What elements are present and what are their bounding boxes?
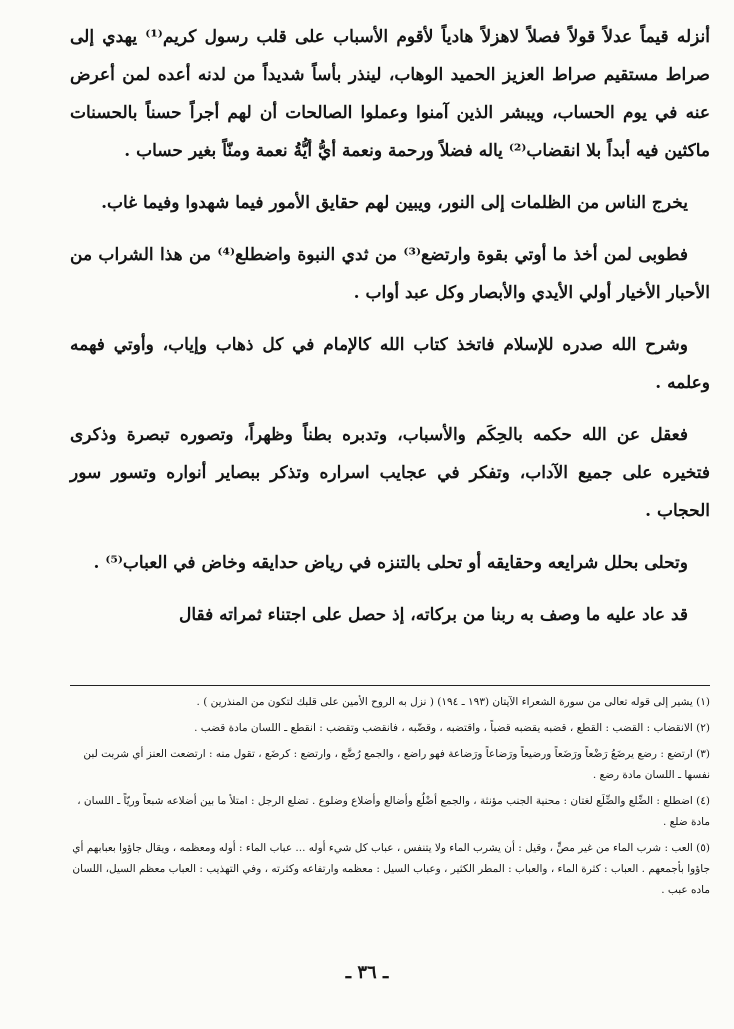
paragraph-6: وتحلى بحلل شرايعه وحقايقه أو تحلى بالتنزه في رياض حدايقه وخاض في العباب⁽⁵⁾ .	[93, 553, 688, 573]
paragraph-2: يخرج الناس من الظلمات إلى النور، ويبين لهم حقايق الأمور فيما شهدوا وفيما غاب.	[101, 193, 688, 213]
footnote-divider	[70, 685, 710, 686]
page-number: ـ ٣٦ ـ	[345, 962, 389, 983]
paragraph-1: أنزله قيماً عدلاً قولاً فصلاً لاهزلاً هادياً لأقوم الأسباب على قلب رسول كريم⁽¹⁾ يهدي إلى صراط مستقيم صراط العزيز الحميد الوهاب، لينذر بأساً شديداً من لدنه أعده لمن أعرض عنه في يوم الحساب، ويبشر الذين آمنوا وعملوا الصالحات أن لهم أجراً حسناً بالحسنات ماكثين فيه أبداً بلا انقضاب⁽²⁾ ياله فضلاً ورحمة ونعمة أيُّ أيُّةُ نعمة ومنّاً بغير حساب .	[70, 27, 710, 161]
footnote-2: (٢) الانقضاب : القضب : القطع ، قضبه يقضبه قضباً ، واقتضبه ، وقضّبه ، فانقضب وتقضب : انقطع ـ اللسان مادة قضب .	[194, 722, 710, 734]
paragraph-5: فعقل عن الله حكمه بالحِكَم والأسباب، وتدبره بطناً وظهراً، وتصوره تبصرة وذكرى فتخيره على جميع الآداب، وتفكر في عجايب اسراره وتذكر ببصاير أنواره وتسور سور الحجاب .	[70, 425, 710, 521]
paragraph-3: فطوبى لمن أخذ ما أوتي بقوة وارتضع⁽³⁾ من ثدي النبوة واضطلع⁽⁴⁾ من هذا الشراب من الأحبار الأخيار أولي الأيدي والأبصار وكل عبد أواب .	[70, 245, 710, 303]
main-text	[70, 18, 710, 648]
footnote-4: (٤) اضطلع : الضِّلع والضِّلَع لغتان : محنية الجنب مؤنثة ، والجمع أضْلُع وأضالع وأضلاع وضلوع . تضلع الرجل : امتلأ ما بين أضلاعه شبعاً وريّاً ـ اللسان ، مادة ضلع .	[77, 795, 710, 828]
footnote-1: (١) يشير إلى قوله تعالى من سورة الشعراء الآيتان (١٩٣ ـ ١٩٤) ( نزل به الروح الأمين على قلبك لتكون من المنذرين ) .	[196, 696, 710, 708]
footnote-3: (٣) ارتضع : رضع يرضَعُ رَضْعاً ورَضَعاً ورضيعاً ورَضاعاً ورَضاعة فهو راضع ، والجمع رُضَّع ، وارتضع : كرضَع ، تقول منه : ارتضعت العنز أي شربت لبن نفسها ـ اللسان مادة رضع .	[83, 748, 710, 781]
paragraph-4: وشرح الله صدره للإسلام فاتخذ كتاب الله كالإمام في كل ذهاب وإياب، وأوتي فهمه وعلمه .	[70, 335, 710, 393]
paragraph-7: قد عاد عليه ما وصف به ربنا من بركاته، إذ حصل على اجتناء ثمراته فقال	[179, 605, 688, 625]
footnotes	[70, 692, 710, 906]
footnote-5: (٥) العب : شرب الماء من غير مصٍّ ، وقيل : أن يشرب الماء ولا يتنفس ، عباب كل شيء أوله ... عباب الماء : أوله ومعظمه ، ويقال جاؤوا بعبابهم أي جاؤوا بأجمعهم . العباب : كثرة الماء ، والعباب : المطر الكثير ، وعباب السيل : معظمه وارتفاعه وكثرته ، وفي التهذيب : العباب معظم السيل، اللسان ماده عبب .	[72, 842, 710, 896]
